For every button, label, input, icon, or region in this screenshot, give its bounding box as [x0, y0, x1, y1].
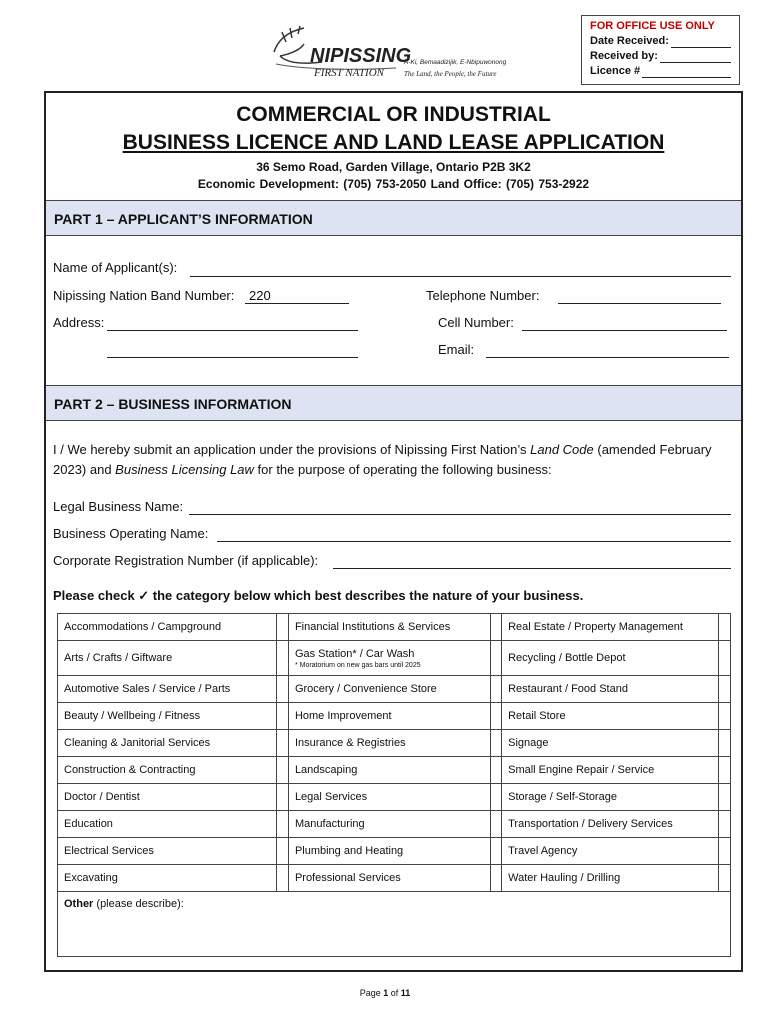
- legal-name-label: Legal Business Name:: [53, 499, 184, 514]
- category-label: [502, 676, 719, 703]
- category-checkbox[interactable]: [490, 676, 501, 703]
- address-label: Address:: [53, 315, 105, 330]
- legal-name-field[interactable]: [189, 513, 731, 515]
- intro-land-code: Land Code: [530, 442, 594, 457]
- category-label: [58, 703, 277, 730]
- category-checkbox[interactable]: [277, 614, 288, 641]
- category-text: Plumbing and Heating: [294, 845, 404, 857]
- category-label: [58, 730, 277, 757]
- category-checkbox[interactable]: [490, 757, 501, 784]
- footer-page-word: Page: [359, 988, 381, 998]
- corp-registration-label: Corporate Registration Number (if applicable):: [53, 553, 319, 568]
- category-text: Water Hauling / Drilling: [508, 872, 621, 884]
- category-checkbox[interactable]: [719, 838, 731, 865]
- telephone-field[interactable]: [558, 302, 721, 304]
- operating-name-field[interactable]: [217, 540, 731, 542]
- other-row: [58, 892, 731, 957]
- category-label: [58, 784, 277, 811]
- category-text: Legal Services: [294, 791, 368, 803]
- office-use-title: FOR OFFICE USE ONLY: [590, 20, 715, 32]
- category-checkbox[interactable]: [490, 865, 501, 892]
- category-checkbox[interactable]: [277, 641, 288, 676]
- category-checkbox[interactable]: [277, 865, 288, 892]
- licence-number-label: Licence #: [590, 65, 641, 77]
- category-checkbox[interactable]: [719, 676, 731, 703]
- operating-name-label: Business Operating Name:: [53, 526, 209, 541]
- category-text: Excavating: [64, 872, 118, 884]
- office-contacts: Economic Development: (705) 753-2050 Land Office: (705) 753-2922: [197, 177, 590, 191]
- category-row: [58, 730, 731, 757]
- category-checkbox[interactable]: [719, 784, 731, 811]
- category-checkbox[interactable]: [719, 730, 731, 757]
- category-row: [58, 865, 731, 892]
- category-row: [58, 676, 731, 703]
- category-text: Insurance & Registries: [294, 737, 406, 749]
- category-label: [58, 676, 277, 703]
- category-checkbox[interactable]: [490, 703, 501, 730]
- category-text: Gas Station* / Car Wash: [294, 647, 415, 660]
- category-text: Small Engine Repair / Service: [508, 764, 655, 776]
- category-label: [502, 784, 719, 811]
- category-row: [58, 811, 731, 838]
- category-text: Transportation / Delivery Services: [508, 818, 673, 830]
- category-label: [288, 614, 490, 641]
- address-field-2[interactable]: [107, 356, 358, 358]
- category-row: [58, 757, 731, 784]
- band-number-label: Nipissing Nation Band Number:: [53, 288, 235, 303]
- category-checkbox[interactable]: [490, 811, 501, 838]
- category-checkbox[interactable]: [719, 614, 731, 641]
- category-text: Doctor / Dentist: [64, 791, 140, 803]
- category-checkbox[interactable]: [490, 730, 501, 757]
- category-checkbox[interactable]: [490, 838, 501, 865]
- category-checkbox[interactable]: [277, 703, 288, 730]
- category-checkbox[interactable]: [719, 865, 731, 892]
- other-description-field[interactable]: [58, 892, 731, 957]
- category-text: Recycling / Bottle Depot: [508, 652, 626, 664]
- category-text: Real Estate / Property Management: [508, 621, 683, 633]
- category-label: [58, 865, 277, 892]
- applicant-name-label: Name of Applicant(s):: [53, 260, 178, 275]
- received-by-label: Received by:: [590, 50, 658, 62]
- category-row: [58, 838, 731, 865]
- category-label: [58, 838, 277, 865]
- category-label: [288, 865, 490, 892]
- category-text: Electrical Services: [64, 845, 154, 857]
- licence-number-field[interactable]: [642, 65, 731, 78]
- category-text: Professional Services: [294, 872, 401, 884]
- category-text: Landscaping: [294, 764, 358, 776]
- category-label: [288, 641, 490, 676]
- category-checkbox[interactable]: [277, 676, 288, 703]
- category-text: Restaurant / Food Stand: [508, 683, 628, 695]
- category-label: [502, 703, 719, 730]
- logo-name: NIPISSING: [310, 45, 412, 67]
- category-label: [288, 784, 490, 811]
- category-row: [58, 784, 731, 811]
- part1-heading: PART 1 – APPLICANT’S INFORMATION: [46, 200, 741, 236]
- category-label: [58, 641, 277, 676]
- category-text: Cleaning & Janitorial Services: [64, 737, 211, 749]
- footer-page-number: 1: [383, 988, 389, 998]
- category-label: [288, 703, 490, 730]
- category-label: [58, 811, 277, 838]
- gas-moratorium-note: * Moratorium on new gas bars until 2025: [294, 661, 421, 669]
- category-checkbox[interactable]: [490, 641, 501, 676]
- category-label: [502, 614, 719, 641]
- intro-business-licensing-law: Business Licensing Law: [115, 462, 254, 477]
- category-text: Construction & Contracting: [64, 764, 196, 776]
- category-label: [288, 838, 490, 865]
- category-label: [58, 757, 277, 784]
- category-checkbox[interactable]: [277, 784, 288, 811]
- received-by-field[interactable]: [660, 50, 731, 63]
- category-label: [288, 730, 490, 757]
- intro-paragraph: [53, 440, 735, 480]
- email-label: Email:: [438, 342, 475, 357]
- intro-text-b: (amended February 2023) and: [53, 442, 712, 477]
- category-row: [58, 614, 731, 641]
- category-checkbox[interactable]: [490, 784, 501, 811]
- office-address: 36 Semo Road, Garden Village, Ontario P2B 3K2: [256, 160, 531, 174]
- category-text: Signage: [508, 737, 549, 749]
- category-label: [58, 614, 277, 641]
- category-checkbox[interactable]: [719, 703, 731, 730]
- category-text: Grocery / Convenience Store: [294, 683, 437, 695]
- logo-sub: FIRST NATION: [314, 67, 384, 79]
- category-label: [502, 865, 719, 892]
- band-number-value: 220: [249, 288, 271, 303]
- category-label: [288, 811, 490, 838]
- logo-tagline-1: A-Ki, Bemaadizijik, E-Nbipuwonong: [404, 59, 506, 66]
- category-text: Home Improvement: [294, 710, 392, 722]
- category-text: Travel Agency: [508, 845, 578, 857]
- category-checkbox[interactable]: [719, 641, 731, 676]
- intro-text-c: for the purpose of operating the following business:: [253, 462, 552, 477]
- footer-of-word: of: [390, 988, 399, 998]
- category-table: [57, 613, 731, 957]
- category-label: [288, 757, 490, 784]
- nipissing-logo: [266, 24, 506, 84]
- category-checkbox[interactable]: [719, 757, 731, 784]
- category-text: Financial Institutions & Services: [294, 621, 451, 633]
- category-text: Storage / Self-Storage: [508, 791, 617, 803]
- moose-antler-icon: [266, 24, 506, 84]
- category-label: [502, 641, 719, 676]
- category-text: Retail Store: [508, 710, 566, 722]
- category-checkbox[interactable]: [277, 757, 288, 784]
- category-text: Manufacturing: [294, 818, 365, 830]
- logo-tagline-2: The Land, the People, the Future: [404, 70, 497, 78]
- corp-registration-field[interactable]: [333, 567, 731, 569]
- category-checkbox[interactable]: [277, 730, 288, 757]
- category-label: [502, 757, 719, 784]
- category-text: Automotive Sales / Service / Parts: [64, 683, 231, 695]
- date-received-field[interactable]: [671, 35, 731, 48]
- category-text: Arts / Crafts / Giftware: [64, 652, 173, 664]
- category-checkbox[interactable]: [719, 811, 731, 838]
- category-text: Beauty / Wellbeing / Fitness: [64, 710, 201, 722]
- date-received-label: Date Received:: [590, 35, 669, 47]
- category-row: [58, 641, 731, 676]
- category-label: [288, 676, 490, 703]
- other-label-rest: (please describe):: [93, 898, 184, 910]
- cell-number-label: Cell Number:: [438, 315, 514, 330]
- category-row: [58, 703, 731, 730]
- telephone-label: Telephone Number:: [426, 288, 540, 303]
- category-checkbox[interactable]: [277, 811, 288, 838]
- category-checkbox[interactable]: [277, 838, 288, 865]
- category-text: Accommodations / Campground: [64, 621, 222, 633]
- band-number-field[interactable]: [245, 302, 349, 304]
- office-use-box: [581, 15, 740, 85]
- applicant-name-field[interactable]: [190, 275, 731, 277]
- page-footer: [0, 988, 770, 998]
- form-title-line-1: COMMERCIAL OR INDUSTRIAL: [236, 103, 551, 126]
- footer-page-total: 11: [400, 988, 411, 998]
- other-label-bold: Other: [64, 898, 94, 910]
- category-label: [502, 730, 719, 757]
- category-label: [502, 811, 719, 838]
- email-field[interactable]: [486, 356, 729, 358]
- intro-text-a: I / We hereby submit an application under the provisions of Nipissing First Nation’s: [53, 442, 531, 457]
- form-title-line-2: BUSINESS LICENCE AND LAND LEASE APPLICATION: [122, 131, 665, 154]
- part2-heading: PART 2 – BUSINESS INFORMATION: [46, 385, 741, 421]
- category-checkbox[interactable]: [490, 614, 501, 641]
- cell-number-field[interactable]: [522, 329, 727, 331]
- category-label: [502, 838, 719, 865]
- category-text: Education: [64, 818, 113, 830]
- check-instruction: Please check ✓ the category below which best describes the nature of your business.: [53, 588, 584, 603]
- address-field-1[interactable]: [107, 329, 358, 331]
